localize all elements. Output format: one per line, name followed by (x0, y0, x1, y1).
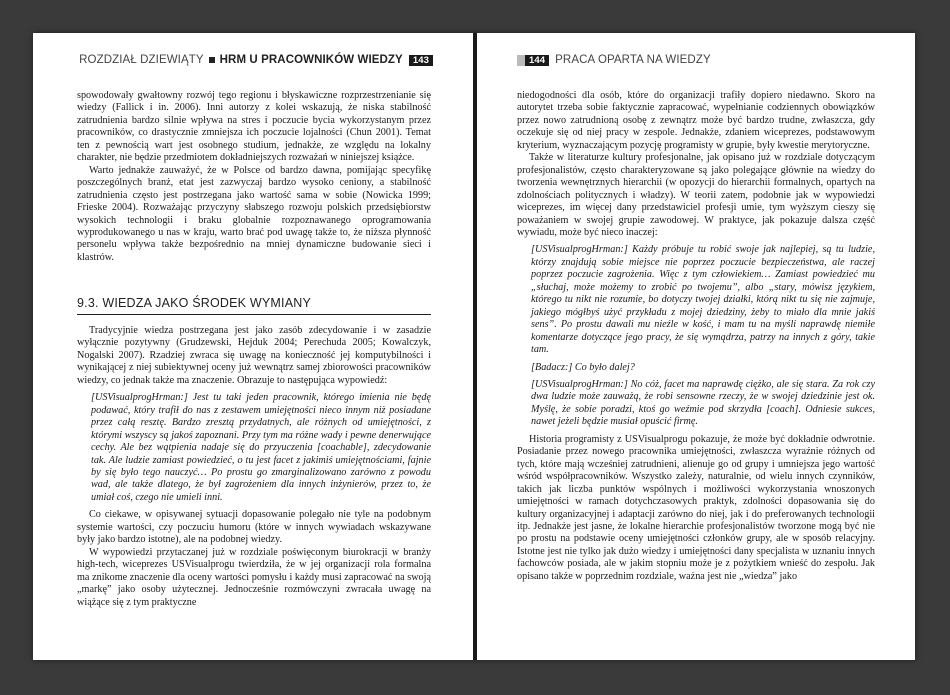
page-number: 143 (409, 55, 433, 66)
interview-quote: [USVisualprogHrman:] Jest tu taki jeden pracownik, którego imienia nie będę podawać, który trafił do nas z zestawem umiejętności nieco innym niż posiadane przez całą resztę. Bardzo zresztą przydatnych, ale różnych od umiejętności, z którymi wszyscy są jakoś zapoznani. Przy tym ma różne wady i pewne denerwujące cechy. Ale bez wątpienia nadaje się do przyuczenia [coachable], zdecydowanie tak. Ale ludzie zamiast powiedzieć, o tu jest facet z jakimiś umiejętnościami, fajnie by się było tego nauczyć… Po prostu go zmarginalizowano zarówno z powodu wad, ale także dlatego, że był zagrożeniem dla innych inżynierów, przez to, że umiał coś, czego nie umieli inni. (91, 392, 431, 503)
running-title: PRACA OPARTA NA WIEDZY (555, 54, 711, 66)
running-title: HRM U PRACOWNIKÓW WIEDZY (219, 54, 403, 66)
book-spread (33, 33, 915, 660)
chapter-label: ROZDZIAŁ DZIEWIĄTY (79, 54, 204, 66)
right-page-header (517, 54, 711, 66)
paragraph: Warto jednakże zauważyć, że w Polsce od bardzo dawna, pomijając specyfikę poszczególnych branż, etat jest zazwyczaj bardzo wysoko ceniony, a stabilność zatrudnienia często jest postrzegana jako wartość sama w sobie (Nowicka 1999; Frieske 2004). Rozważając przyczyny słabszego rozwoju polskich przedsiębiorstw wysokich technologii i braku globalnie rozpoznawanego oprogramowania wyprodukowanego u nas w kraju, warto brać pod uwagę także to, że niższa płynność personelu wpływa także bezpośrednio na mniej dynamiczne budowanie sieci i klastrów. (77, 164, 431, 263)
interview-quote: [USVisualprogHrman:] No cóż, facet ma naprawdę ciężko, ale się stara. Za rok czy dwa ludzie może zauważą, że robi sensowne rzeczy, że w swojej dziedzinie jest ok. Myślę, że sobie poradzi, ktoś go weźmie pod skrzydła [coach]. Odniesie sukces, nawet jeżeli będzie musiał opuścić firmę. (531, 378, 875, 428)
paragraph: Co ciekawe, w opisywanej sytuacji dopasowanie polegało nie tyle na podobnym systemie wartości, czy poczuciu humoru (które w innych wywiadach wskazywane były jako bardzo istotne), ale na podobnej wiedzy. (77, 509, 431, 546)
paragraph: niedogodności dla osób, które do organizacji trafiły dopiero niedawno. Skoro na autorytet trzeba sobie faktycznie zapracować, wypełnianie codziennych obowiązków przez nowo zatrudnioną osobę z zewnątrz może być bardzo trudne, zwłaszcza, gdy oczekuje się od niej pracy w zespole. Jednakże, zdaniem wiceprezes, podstawowym kryterium, wyznaczającym pozycję programisty w grupie, były kwestie merytoryczne. (517, 90, 875, 151)
left-body-top (77, 90, 431, 264)
paragraph: Także w literaturze kultury profesjonalne, jak opisano już w rozdziale dotyczącym profesjonalistów, często charakteryzowane są jako polegające głównie na wiedzy do tworzenia wewnętrznych hierarchii (w opozycji do hierarchii formalnych, opartych na zdolnościach politycznych i władzy). W teorii zatem, podobnie jak w wypowiedzi wiceprezes, im więcej dany przedstawiciel profesji umie, tym wyższym cieszy się poważaniem w swojej grupie zawodowej. W praktyce, jak pokazuje dalsza część wywiadu, może być nieco inaczej: (517, 152, 875, 238)
section-heading: 9.3. WIEDZA JAKO ŚRODEK WYMIANY (77, 296, 431, 315)
page-tab-marker (517, 55, 525, 66)
paragraph: Historia programisty z USVisualprogu pokazuje, że może być dokładnie odwrotnie. Posiadanie przez nowego pracownika umiejętności, zwłaszcza wyraźnie różnych od tych, które mają wcześniej zatrudnieni, alienuje go od grupy i umniejsza jego wartość wśród współpracowników. Wszystko zależy, naturalnie, od wielu innych czynników, takich jak liczba punktów wspólnych i możliwości wykorzystania wnoszonych umiejętności w ramach dotychczasowych praktyk, zdolności dopasowania się do kultury organizacyjnej i adaptacji zarówno do niej, jak i do preferowanych technologii itp. Jednakże jest jasne, że lokalne hierarchie profesjonalistów tworzone mogą być nie po prostu na podstawie oceny umiejętności członków grupy, ale w sposób relacyjny. Istotne jest nie tylko jak dużo wiedzy i umiejętności dany specjalista w uznaniu innych fachowców posiada, ale w jakim stopniu może je z pożytkiem wnieść do zespołu. Jak opisano także w poprzednim rozdziale, ważna jest nie „wiedza” jako (517, 433, 875, 582)
left-page (33, 33, 473, 660)
right-body (517, 90, 875, 583)
paragraph: spowodowały gwałtowny rozwój tego regionu i błyskawiczne rozprzestrzenianie się wiedzy (Fallick i in. 2006). Inni autorzy z kolei wskazują, że niska stabilność zatrudnienia bardzo silnie wpływa na stres i poczucie bycia wykorzystanym przez pracowników, co drastycznie zmniejsza ich poczucie lojalności (Chun 2001). Temat ten z pewnością wart jest osobnego studium, jednakże, ze względu na lokalny charakter, nie będzie przedmiotem dokładniejszych rozważań w niniejszej książce. (77, 90, 431, 164)
page-number: 144 (525, 55, 549, 66)
left-body-bottom (77, 325, 431, 609)
left-page-header (79, 54, 433, 66)
paragraph: Tradycyjnie wiedza postrzegana jest jako zasób zdecydowanie i w zasadzie wyłącznie pozytywny (Grudzewski, Hejduk 2004; Perechuda 2005; Kowalczyk, Nogalski 2007). Rzadziej zwraca się uwagę na konieczność jej komputybilności i wynikającej z niej subiektywnej oceny już wewnątrz samej zbiorowości pracowników wiedzy, co jednak także ma znaczenie. Obrazuje to następująca wypowiedź: (77, 325, 431, 386)
interview-quote: [Badacz:] Co było dalej? (531, 361, 635, 373)
interview-quote: [USVisualprogHrman:] Każdy próbuje tu robić swoje jak najlepiej, są tu ludzie, którzy znajdują sobie miejsce nie poprzez poczucie bezpieczeństwa, ale raczej poprzez poczucie zagrożenia. Więc z tym człowiekiem… Zamiast powiedzieć mu „słuchaj, może możemy to zrobić po twojemu”, albo „stary, mówisz językiem, którego tu nikt nie rozumie, bo dotyczy twojej działki, którą nikt tu się nie zajmuje, jakiego mógłbyś użyć przykładu z mojej dziedziny, żeby to miało dla mnie jakiś sens”. Po prostu dawali mu nieźle w kość, i mam tu na myśli naprawdę niemiłe komentarze dotyczące jego pracy, że się wymądrza, patrzy na innych z góry, takie tam. (531, 244, 875, 356)
square-bullet-icon (209, 57, 215, 63)
right-page (477, 33, 915, 660)
paragraph: W wypowiedzi przytaczanej już w rozdziale poświęconym biurokracji w branży high-tech, wiceprezes USVisualprogu twierdziła, że w jej organizacji rola formalna ma znikome znaczenie dla oceny wartości pomysłu i każdy musi zapracować na swoją „markę” jako osoby użytecznej. Jednocześnie rozmówczyni zwracała uwagę na wiążące się z tym praktyczne (77, 546, 431, 608)
